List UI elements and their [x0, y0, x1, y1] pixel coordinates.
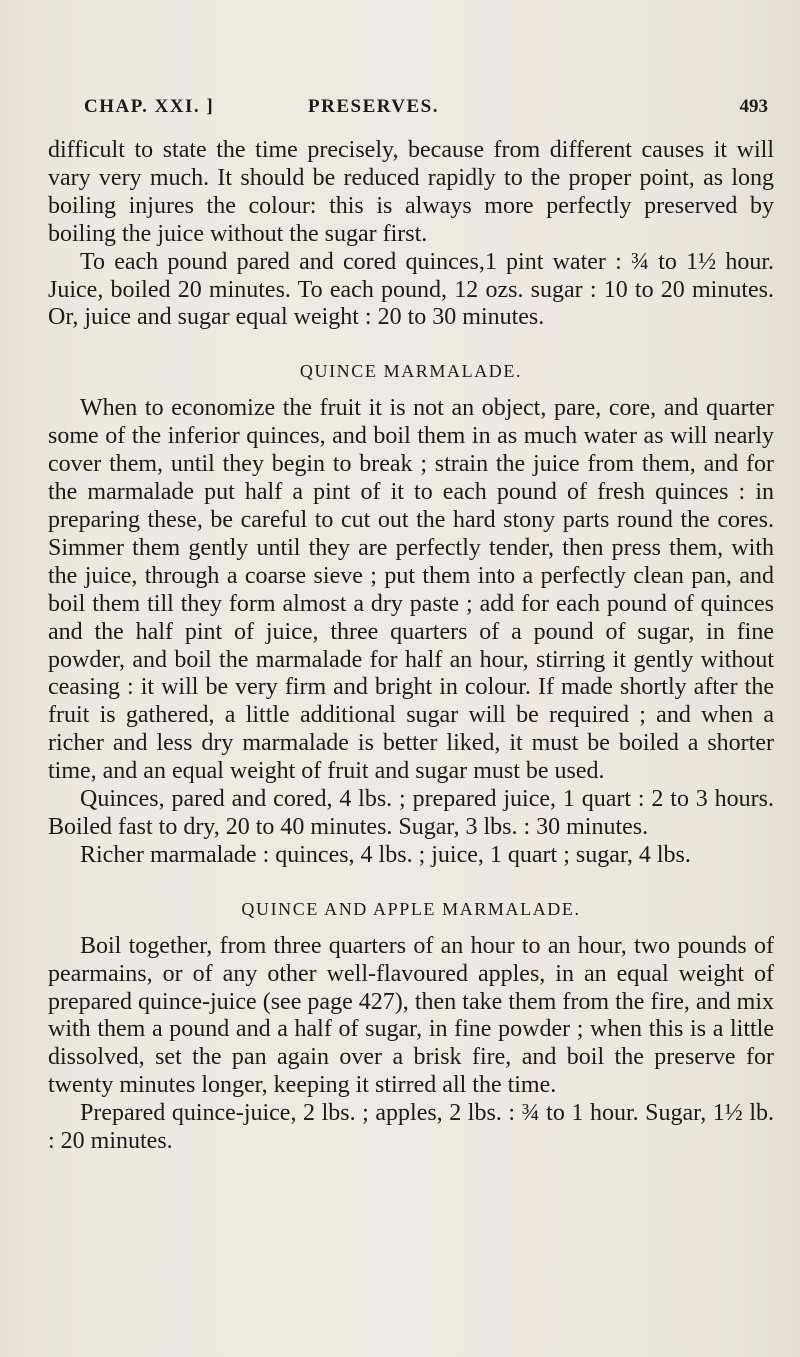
heading-quince-apple-marmalade: QUINCE AND APPLE MARMALADE.: [241, 898, 581, 919]
heading-quince-marmalade: QUINCE MARMALADE.: [299, 361, 523, 382]
paragraph-quince-jelly-summary: To each pound pared and cored quinces,1 pint water : ¾ to 1½ hour. Juice, boiled 20 minutes. To each pound, 12 ozs. sugar : 10 to 20 minutes. Or, juice and sugar equal weight : 20 to 30 minutes.: [48, 248, 774, 331]
page-number: 493: [739, 96, 768, 117]
running-title: PRESERVES.: [308, 96, 440, 117]
paragraph-quince-apple-method: Boil together, from three quarters of an hour to an hour, two pounds of pearmains, or of any other well-flavoured apples, in an equal weight of prepared quince-juice (see page 427), then take them from the fire, and mix with them a pound and a half of sugar, in fine powder ; when this is a little dissolved, set the pan again over a brisk fire, and boil the preserve for twenty minutes longer, keeping it stirred all the time.: [48, 932, 774, 1099]
paragraph-quince-apple-summary: Prepared quince-juice, 2 lbs. ; apples, 2 lbs. : ¾ to 1 hour. Sugar, 1½ lb. : 20 minutes.: [48, 1100, 774, 1155]
paragraph-quince-marmalade-summary: Quinces, pared and cored, 4 lbs. ; prepared juice, 1 quart : 2 to 3 hours. Boiled fast to dry, 20 to 40 minutes. Sugar, 3 lbs. : 30 minutes.: [48, 786, 774, 840]
running-head: [84, 96, 768, 126]
paragraph-richer-marmalade: Richer marmalade : quinces, 4 lbs. ; juice, 1 quart ; sugar, 4 lbs.: [80, 841, 691, 868]
paragraph-quince-marmalade-method: When to economize the fruit it is not an object, pare, core, and quarter some of the inferior quinces, and boil them in as much water as will nearly cover them, until they begin to break ; strain the juice from them, and for the marmalade put half a pint of it to each pound of fresh quinces : in preparing these, be careful to cut out the hard stony parts round the cores. Simmer them gently until they are perfectly tender, then press them, with the juice, through a coarse sieve ; put them into a perfectly clean pan, and boil them till they form almost a dry paste ; add for each pound of quinces and the half pint of juice, three quarters of a pound of sugar, in fine powder, and boil the marmalade for half an hour, stirring it gently without ceasing : it will be very firm and bright in colour. If made shortly after the fruit is gathered, a little additional sugar will be required ; and when a richer and less dry marmalade is better liked, it must be boiled a shorter time, and an equal weight of fruit and sugar must be used.: [48, 395, 774, 785]
chapter-label: CHAP. XXI. ]: [84, 96, 215, 117]
body-text: [48, 137, 774, 1156]
paragraph-continued: difficult to state the time precisely, because from different causes it will vary very much. It should be reduced rapidly to the proper point, as long boiling injures the colour: this is always more perfectly preserved by boiling the juice without the sugar first.: [48, 137, 774, 247]
